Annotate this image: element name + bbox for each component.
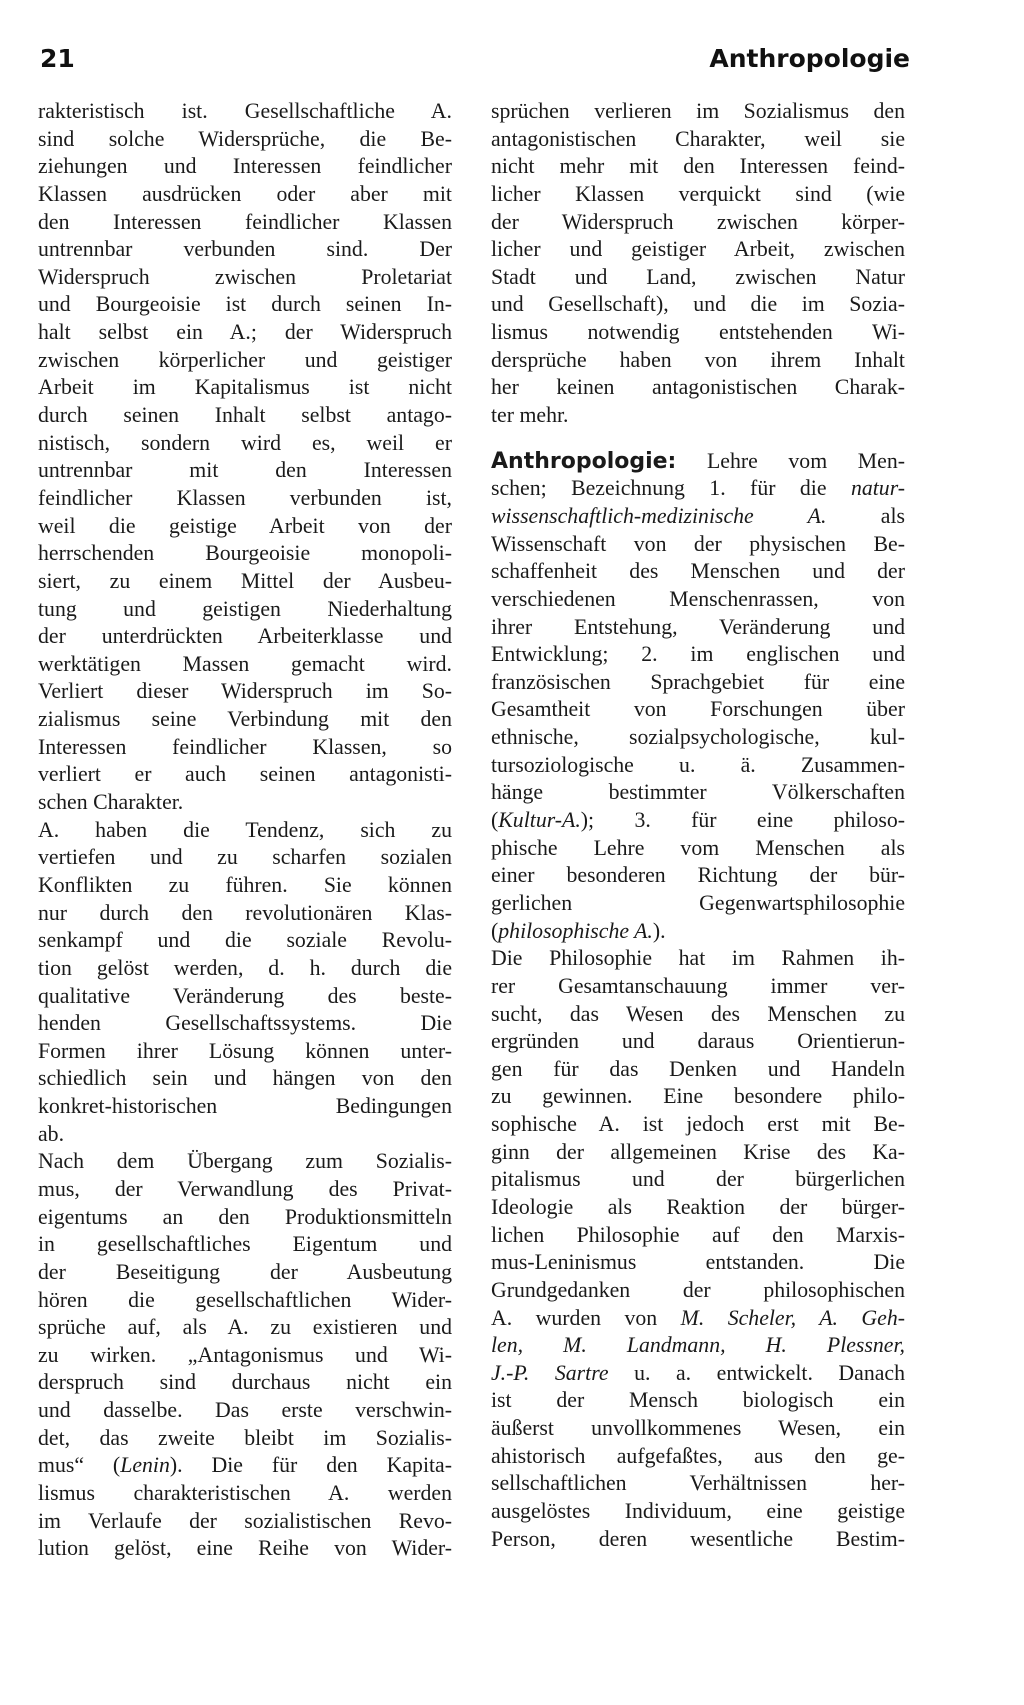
text-line <box>491 98 905 126</box>
line-text: Die Philosophie hat im Rahmen ih- <box>491 946 905 971</box>
text-line <box>38 1287 452 1315</box>
text-line <box>38 983 452 1011</box>
text-line <box>491 1443 905 1471</box>
line-text: Lehre vom Men- <box>676 448 905 473</box>
text-line <box>38 1397 452 1425</box>
italic-text: Kultur-A. <box>498 808 581 833</box>
text-line <box>38 457 452 485</box>
line-text: und Gesellschaft), und die im Sozia- <box>491 292 905 317</box>
text-line <box>38 485 452 513</box>
right-text-column <box>491 98 905 1553</box>
line-text: vertiefen und zu scharfen sozialen <box>38 845 452 870</box>
text-line <box>491 586 905 614</box>
text-line <box>491 1028 905 1056</box>
line-text: Entwicklung; 2. im englischen und <box>491 642 905 667</box>
line-text: mus-Leninismus entstanden. Die <box>491 1250 905 1275</box>
text-line <box>38 513 452 541</box>
line-text: durch seinen Inhalt selbst antago- <box>38 403 452 428</box>
line-text: schen; Bezeichnung 1. für die <box>491 476 851 501</box>
text-line <box>491 181 905 209</box>
line-text: her keinen antagonistischen Charak- <box>491 375 905 400</box>
line-text: rakteristisch ist. Gesellschaftliche A. <box>38 99 452 123</box>
line-text: mus, der Verwandlung des Privat- <box>38 1176 452 1201</box>
text-line <box>38 347 452 375</box>
line-text: qualitative Veränderung des beste- <box>38 983 452 1008</box>
line-text: ethnische, sozialpsychologische, kul- <box>491 725 905 750</box>
line-text: Konflikten zu führen. Sie können <box>38 872 452 897</box>
line-text: schen Charakter. <box>38 790 184 815</box>
text-line <box>491 614 905 642</box>
line-text: eigentums an den Produktionsmitteln <box>38 1204 452 1229</box>
line-text: sprüchen verlieren im Sozialismus den <box>491 99 905 123</box>
text-line <box>38 291 452 319</box>
text-line <box>491 1166 905 1194</box>
text-line <box>491 126 905 154</box>
italic-text: J.-P. Sartre <box>491 1360 609 1385</box>
text-line <box>38 209 452 237</box>
text-line <box>38 1204 452 1232</box>
text-line <box>38 1231 452 1259</box>
text-line <box>38 1480 452 1508</box>
line-text: ab. <box>38 1121 65 1146</box>
line-text: im Verlaufe der sozialistischen Revo- <box>38 1508 452 1533</box>
line-text: zu wirken. „Antagonismus und Wi- <box>38 1342 452 1367</box>
line-text: siert, zu einem Mittel der Ausbeu- <box>38 568 452 593</box>
italic-text: M. Scheler, A. Geh- <box>680 1305 905 1330</box>
line-text: nur durch den revolutionären Klas- <box>38 900 452 925</box>
text-line <box>38 1176 452 1204</box>
line-text: ( <box>491 808 499 833</box>
line-text: feindlicher Klassen verbunden ist, <box>38 485 452 510</box>
text-line <box>491 1194 905 1222</box>
line-text: ist der Mensch biologisch ein <box>491 1388 905 1413</box>
text-line <box>491 1249 905 1277</box>
line-text: licher und geistiger Arbeit, zwischen <box>491 237 905 262</box>
line-text: zu gewinnen. Eine besondere philo- <box>491 1084 905 1109</box>
italic-text: philosophische A. <box>498 918 653 943</box>
line-text: schaffenheit des Menschen und der <box>491 559 905 584</box>
line-text: zwischen körperlicher und geistiger <box>38 347 452 372</box>
line-text: ); 3. für eine philoso- <box>580 808 905 833</box>
line-text: werktätigen Massen gemacht wird. <box>38 651 452 676</box>
italic-text: len, M. Landmann, H. Plessner, <box>491 1333 905 1358</box>
text-line <box>38 236 452 264</box>
line-text: dersprüche haben von ihrem Inhalt <box>491 347 905 372</box>
line-text: tung und geistigen Niederhaltung <box>38 596 452 621</box>
text-line <box>491 291 905 319</box>
line-text: der Beseitigung der Ausbeutung <box>38 1259 452 1284</box>
text-line <box>491 402 905 430</box>
line-text: u. a. entwickelt. Danach <box>608 1360 905 1385</box>
line-text: licher Klassen verquickt sind (wie <box>491 181 905 206</box>
text-line <box>491 236 905 264</box>
line-text: und Bourgeoisie ist durch seinen In- <box>38 292 452 317</box>
text-line <box>491 1277 905 1305</box>
line-text: schiedlich sein und hängen von den <box>38 1066 452 1091</box>
line-text: A. haben die Tendenz, sich zu <box>38 817 452 842</box>
line-text: untrennbar verbunden sind. Der <box>38 237 452 262</box>
text-line <box>491 1222 905 1250</box>
text-line <box>491 1526 905 1554</box>
line-text: derspruch sind durchaus nicht ein <box>38 1370 452 1395</box>
line-text: henden Gesellschaftssystems. Die <box>38 1011 452 1036</box>
line-text: ihrer Entstehung, Veränderung und <box>491 614 905 639</box>
line-text: Gesamtheit von Forschungen über <box>491 697 905 722</box>
entry-keyword: Anthropologie: <box>491 448 677 474</box>
text-line <box>38 264 452 292</box>
italic-text: wissenschaftlich-medizinische A. <box>491 503 827 528</box>
text-line <box>38 1121 452 1149</box>
text-line <box>491 1415 905 1443</box>
text-line <box>491 475 905 503</box>
line-text: der unterdrückten Arbeiterklasse und <box>38 624 452 649</box>
line-text: tion gelöst werden, d. h. durch die <box>38 955 452 980</box>
line-text: rer Gesamtanschauung immer ver- <box>491 973 905 998</box>
line-text: phische Lehre vom Menschen als <box>491 835 905 860</box>
text-line <box>38 678 452 706</box>
line-text: sind solche Widersprüche, die Be- <box>38 126 452 151</box>
italic-text: Lenin <box>120 1453 170 1478</box>
text-line <box>38 402 452 430</box>
text-line <box>38 1535 452 1563</box>
line-text: ginn der allgemeinen Krise des Ka- <box>491 1139 905 1164</box>
line-text: ausgelöstes Individuum, eine geistige <box>491 1499 905 1524</box>
text-line <box>38 872 452 900</box>
line-text: verliert er auch seinen antagonisti- <box>38 762 452 787</box>
line-text: nistisch, sondern wird es, weil er <box>38 430 452 455</box>
line-text: lution gelöst, eine Reihe von Wider- <box>38 1536 452 1561</box>
line-text: herrschenden Bourgeoisie monopoli- <box>38 541 452 566</box>
text-line <box>38 374 452 402</box>
line-text: pitalismus und der bürgerlichen <box>491 1167 905 1192</box>
line-text: ahistorisch aufgefaßtes, aus den ge- <box>491 1443 905 1468</box>
text-line <box>38 1093 452 1121</box>
italic-text: natur- <box>850 476 905 501</box>
paragraph-gap <box>491 430 905 448</box>
line-text: hören die gesellschaftlichen Wider- <box>38 1287 452 1312</box>
text-line <box>38 1038 452 1066</box>
text-line <box>491 1360 905 1388</box>
line-text: einer besonderen Richtung der bür- <box>491 863 905 888</box>
line-text: antagonistischen Charakter, weil sie <box>491 126 905 151</box>
text-line <box>38 1369 452 1397</box>
text-line <box>491 209 905 237</box>
text-line <box>38 927 452 955</box>
text-line <box>491 1083 905 1111</box>
text-line <box>38 319 452 347</box>
text-line <box>38 98 452 126</box>
text-line <box>491 264 905 292</box>
line-text: Widerspruch zwischen Proletariat <box>38 264 452 289</box>
text-line <box>491 1332 905 1360</box>
text-line <box>38 568 452 596</box>
line-text: Arbeit im Kapitalismus ist nicht <box>38 375 452 400</box>
text-line <box>491 1387 905 1415</box>
line-text: sucht, das Wesen des Menschen zu <box>491 1001 905 1026</box>
line-text: tursoziologische u. ä. Zusammen- <box>491 752 905 777</box>
text-line <box>491 347 905 375</box>
text-line <box>38 623 452 651</box>
text-line <box>491 448 905 476</box>
page-number: 21 <box>40 44 75 73</box>
text-line <box>38 1508 452 1536</box>
text-line <box>38 430 452 458</box>
text-line <box>491 918 905 946</box>
line-text: Person, deren wesentliche Bestim- <box>491 1526 905 1551</box>
text-line <box>38 596 452 624</box>
line-text: Nach dem Übergang zum Sozialis- <box>38 1149 452 1174</box>
line-text: ). <box>652 918 666 943</box>
text-line <box>491 890 905 918</box>
text-line <box>491 1470 905 1498</box>
line-text: det, das zweite bleibt im Sozialis- <box>38 1425 452 1450</box>
text-line <box>38 181 452 209</box>
line-text: ). Die für den Kapita- <box>169 1453 452 1478</box>
line-text: ziehungen und Interessen feindlicher <box>38 154 452 179</box>
text-line <box>491 862 905 890</box>
text-line <box>38 651 452 679</box>
left-text-column <box>38 98 452 1563</box>
text-line <box>491 153 905 181</box>
text-line <box>38 1065 452 1093</box>
text-line <box>38 734 452 762</box>
line-text: nicht mehr mit den Interessen feind- <box>491 154 905 179</box>
text-line <box>491 696 905 724</box>
text-line <box>491 641 905 669</box>
line-text: konkret-historischen Bedingungen <box>38 1094 452 1119</box>
line-text: der Widerspruch zwischen körper- <box>491 209 905 234</box>
line-text: äußerst unvollkommenes Wesen, ein <box>491 1416 905 1441</box>
line-text: hänge bestimmter Völkerschaften <box>491 780 905 805</box>
text-line <box>491 1498 905 1526</box>
line-text: mus“ ( <box>38 1453 121 1478</box>
text-line <box>491 945 905 973</box>
line-text: sprüche auf, als A. zu existieren und <box>38 1315 452 1340</box>
line-text: Interessen feindlicher Klassen, so <box>38 734 452 759</box>
line-text: und dasselbe. Das erste verschwin- <box>38 1398 452 1423</box>
line-text: gen für das Denken und Handeln <box>491 1056 905 1081</box>
text-line <box>38 153 452 181</box>
text-line <box>38 1148 452 1176</box>
line-text: zialismus seine Verbindung mit den <box>38 707 452 732</box>
line-text: gerlichen Gegenwartsphilosophie <box>491 890 905 915</box>
line-text: weil die geistige Arbeit von der <box>38 513 452 538</box>
text-line <box>38 126 452 154</box>
line-text: als <box>826 503 905 528</box>
line-text: Wissenschaft von der physischen Be- <box>491 531 905 556</box>
text-line <box>38 1342 452 1370</box>
text-line <box>491 779 905 807</box>
line-text: Verliert dieser Widerspruch im So- <box>38 679 452 704</box>
line-text: Stadt und Land, zwischen Natur <box>491 264 905 289</box>
line-text: verschiedenen Menschenrassen, von <box>491 586 905 611</box>
text-line <box>38 789 452 817</box>
text-line <box>38 1425 452 1453</box>
text-line <box>491 752 905 780</box>
text-line <box>491 807 905 835</box>
text-line <box>491 319 905 347</box>
line-text: ergründen und daraus Orientierun- <box>491 1029 905 1054</box>
text-line <box>491 1001 905 1029</box>
text-line <box>491 1305 905 1333</box>
text-line <box>491 531 905 559</box>
line-text: sophische A. ist jedoch erst mit Be- <box>491 1112 905 1137</box>
line-text: halt selbst ein A.; der Widerspruch <box>38 320 452 345</box>
line-text: den Interessen feindlicher Klassen <box>38 209 452 234</box>
line-text: Formen ihrer Lösung können unter- <box>38 1038 452 1063</box>
text-line <box>38 900 452 928</box>
line-text: A. wurden von <box>491 1305 681 1330</box>
text-line <box>38 817 452 845</box>
line-text: lismus charakteristischen A. werden <box>38 1481 452 1506</box>
text-line <box>38 1010 452 1038</box>
running-head: Anthropologie <box>709 44 910 73</box>
text-line <box>38 1452 452 1480</box>
line-text: untrennbar mit den Interessen <box>38 458 452 483</box>
line-text: Grundgedanken der philosophischen <box>491 1277 905 1302</box>
text-line <box>491 724 905 752</box>
text-line <box>38 706 452 734</box>
text-line <box>491 1111 905 1139</box>
text-line <box>491 503 905 531</box>
line-text: Ideologie als Reaktion der bürger- <box>491 1194 905 1219</box>
text-line <box>38 1259 452 1287</box>
text-line <box>38 540 452 568</box>
text-line <box>491 835 905 863</box>
text-line <box>491 558 905 586</box>
line-text: sellschaftlichen Verhältnissen her- <box>491 1471 905 1496</box>
text-line <box>38 761 452 789</box>
page-header <box>40 44 910 76</box>
text-line <box>38 844 452 872</box>
line-text: französischen Sprachgebiet für eine <box>491 669 905 694</box>
text-line <box>491 1056 905 1084</box>
line-text: lichen Philosophie auf den Marxis- <box>491 1222 905 1247</box>
line-text: in gesellschaftliches Eigentum und <box>38 1232 452 1257</box>
line-text: ( <box>491 918 499 943</box>
text-line <box>38 955 452 983</box>
text-line <box>491 1139 905 1167</box>
line-text: ter mehr. <box>491 403 569 428</box>
text-line <box>38 1314 452 1342</box>
line-text: Klassen ausdrücken oder aber mit <box>38 181 452 206</box>
text-line <box>491 374 905 402</box>
line-text: lismus notwendig entstehenden Wi- <box>491 320 905 345</box>
text-line <box>491 669 905 697</box>
line-text: senkampf und die soziale Revolu- <box>38 928 452 953</box>
text-line <box>491 973 905 1001</box>
